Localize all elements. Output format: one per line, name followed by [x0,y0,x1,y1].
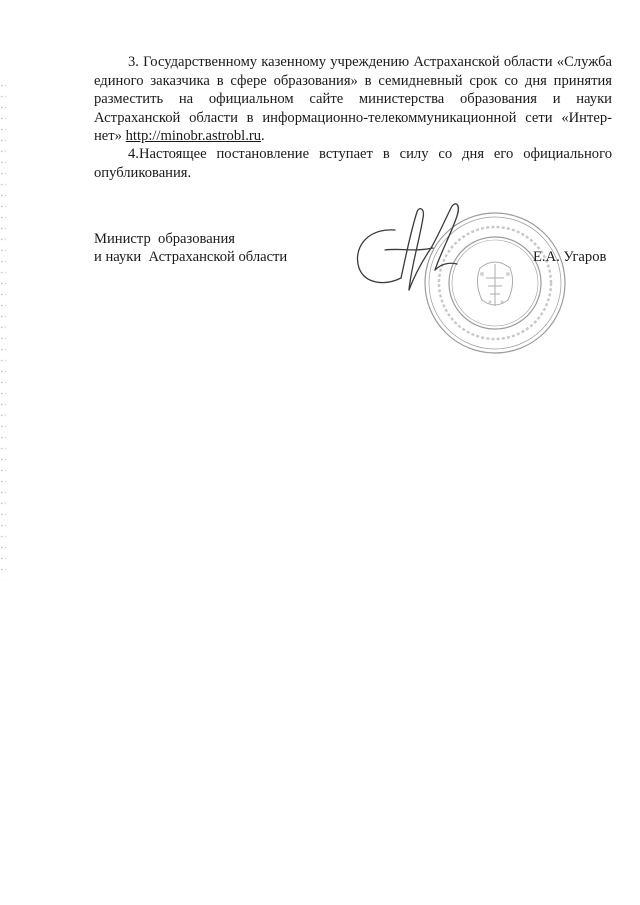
paragraph-3-text: 3. Государственному казенному учреждению Астраханской области «Служба единого заказчика в сфере образования» в семидневный срок со дня принятия разместить на официальном сайте министерства образования и науки Астраханской области в информационно-телекоммуникационной сети «Интер-нет» [94,54,612,144]
signatory-title-line-2: и науки Астраханской области [94,249,288,265]
ministry-website-link[interactable]: http://minobr.astrobl.ru [125,128,262,144]
signatory-title-line-1: Министр образования [94,231,236,247]
scan-edge-artifact [0,80,6,580]
paragraph-3 [94,53,612,146]
paragraph-3-tail: . [261,128,265,144]
signatory-name: Е.А. Угаров [533,249,607,265]
paragraph-4-text: 4.Настоящее постановление вступает в силу со дня его официального опубликования. [94,146,612,181]
handwritten-signature [345,190,475,310]
signatory-title [94,230,287,266]
paragraph-4 [94,145,612,182]
